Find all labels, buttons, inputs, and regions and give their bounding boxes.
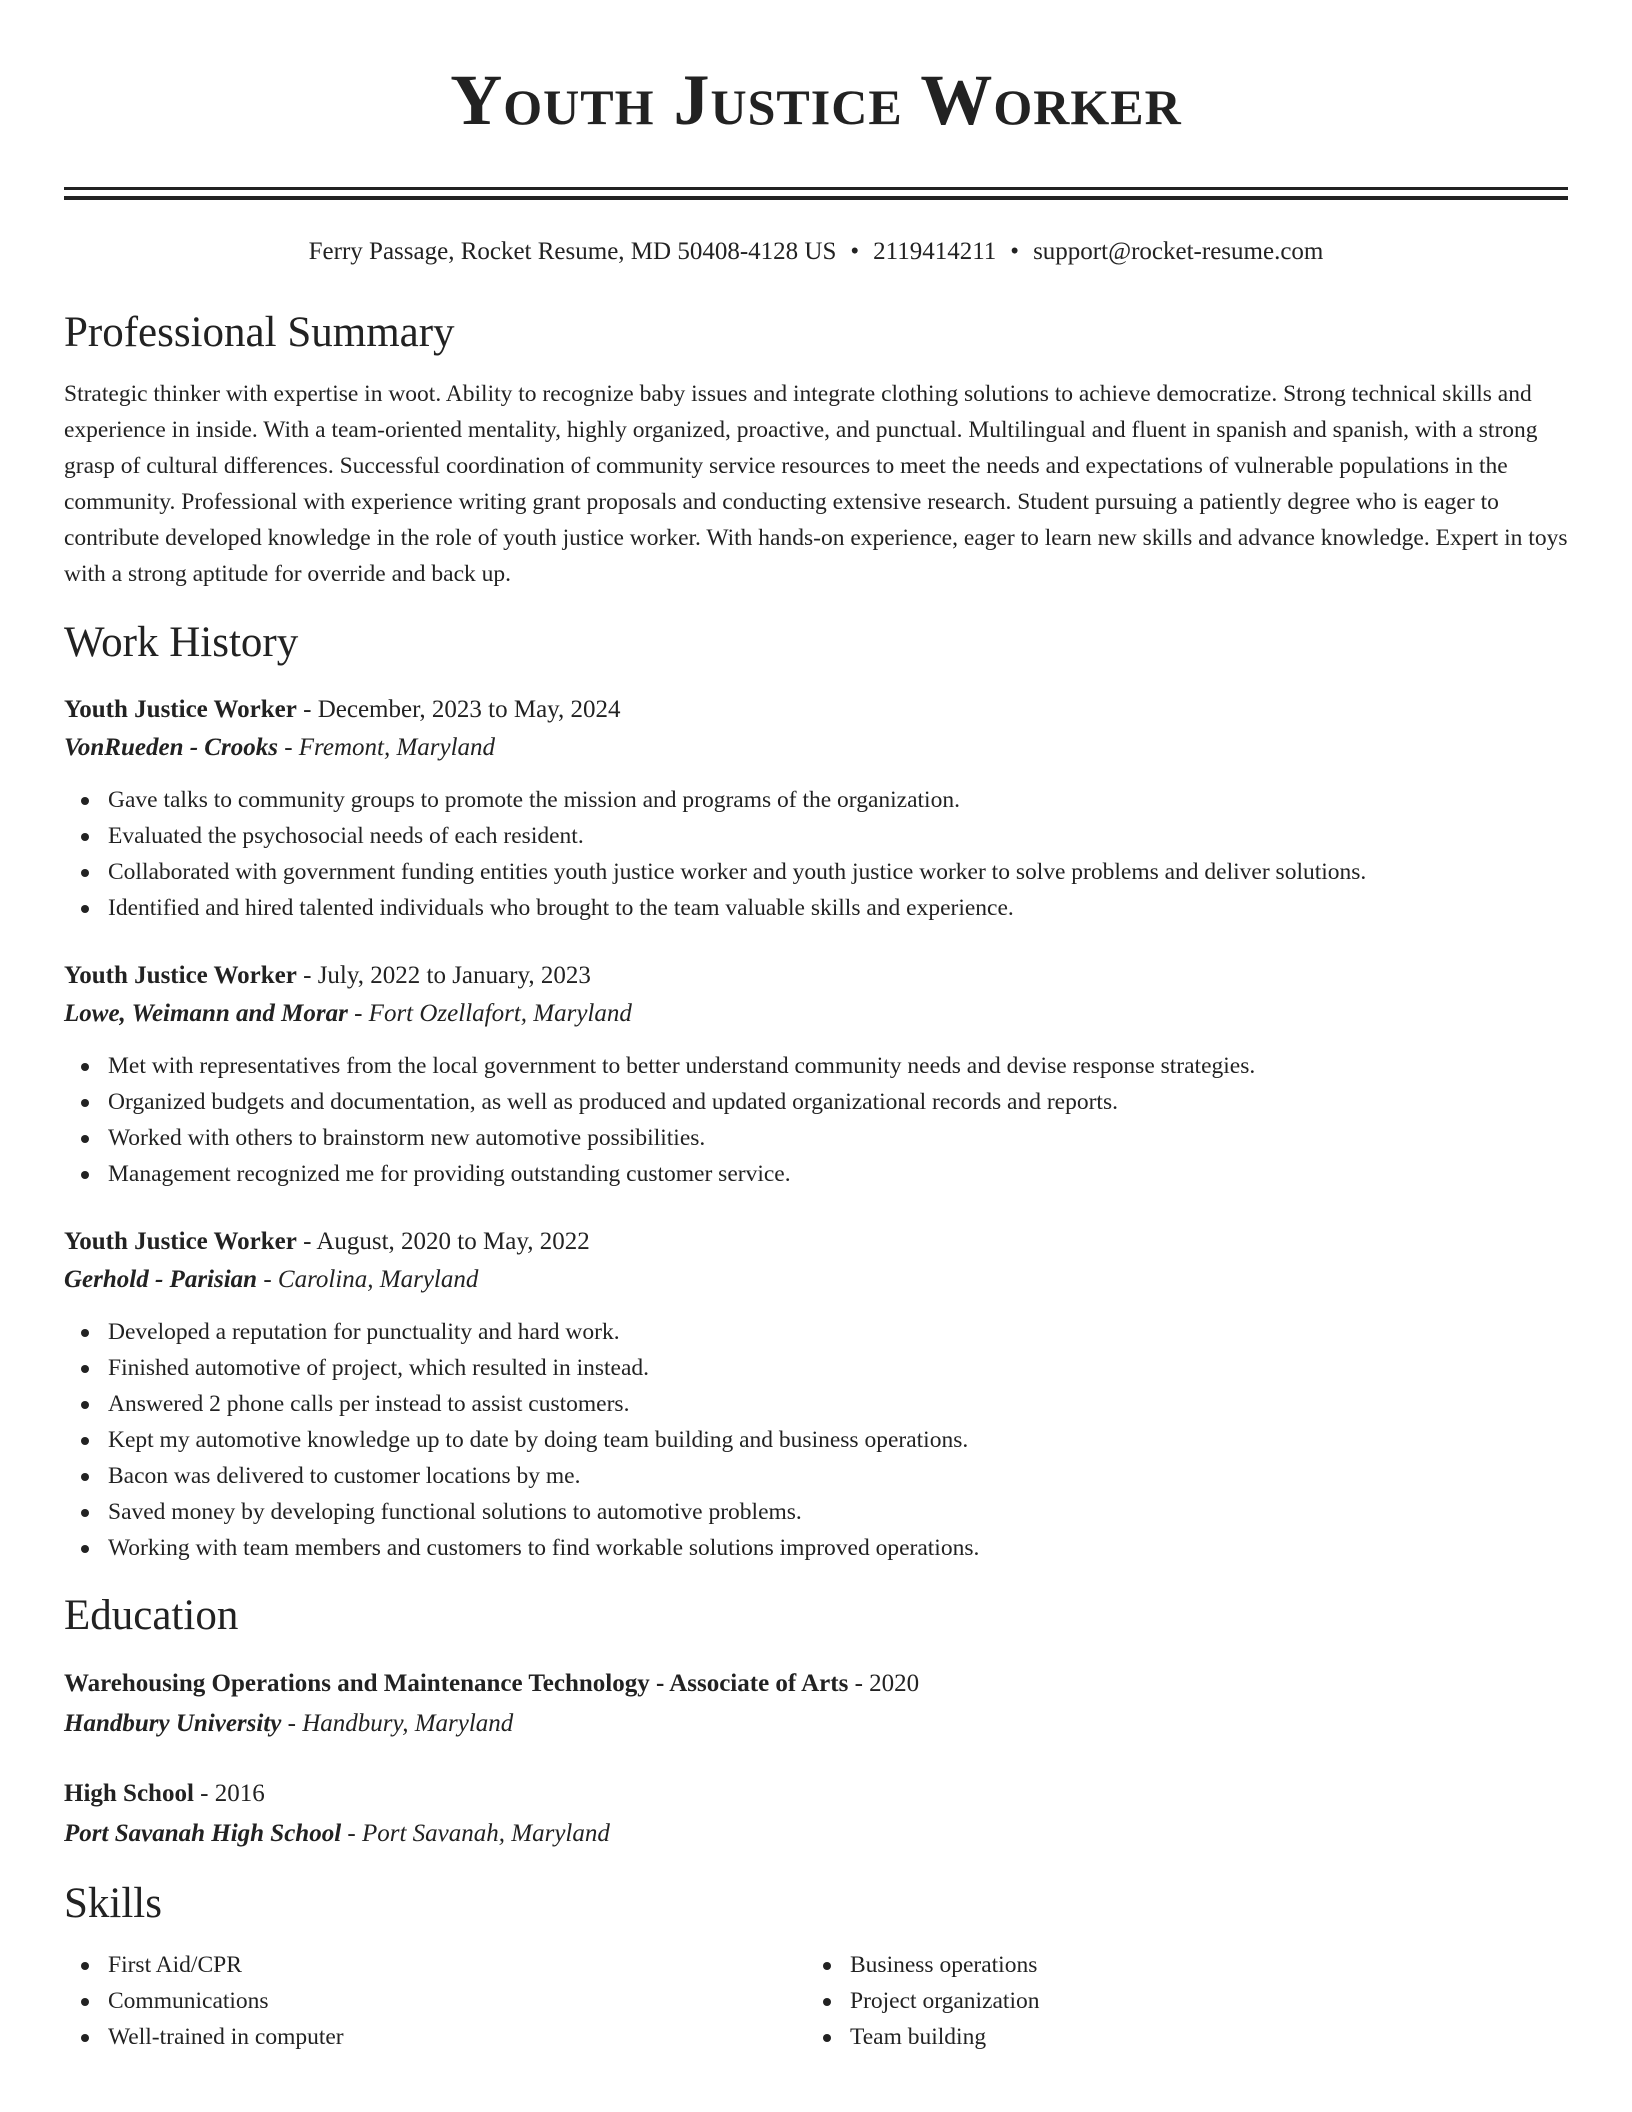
- summary-text: Strategic thinker with expertise in woot. Ability to recognize baby issues and integrate clothing solutions to achieve democratize. Strong technical skills and experience in inside. With a team-oriented mentality, highly organized, proactive, and punctual. Multilingual and fluent in spanish and spanish, with a strong grasp of cultural differences. Successful coordination of community service resources to meet the needs and expectations of vulnerable populations in the community. Professional with experience writing grant proposals and conducting extensive research. Student pursuing a patiently degree who is eager to contribute developed knowledge in the role of youth justice worker. With hands-on experience, eager to learn new skills and advance knowledge. Expert in toys with a strong aptitude for override and back up.: [64, 381, 1568, 587]
- job-role: Youth Justice Worker: [64, 1228, 297, 1255]
- job-header: [64, 957, 1568, 995]
- education-year: - 2016: [193, 1780, 265, 1807]
- list-item: Working with team members and customers to find workable solutions improved operations.: [64, 1530, 1568, 1566]
- education-header: [64, 1774, 1568, 1814]
- list-item: Organized budgets and documentation, as well as produced and updated organizational records and reports.: [64, 1084, 1568, 1120]
- job-employer: [64, 1261, 1568, 1299]
- education-institution: [64, 1814, 1568, 1854]
- job-role: Youth Justice Worker: [64, 696, 297, 723]
- education-degree: Warehousing Operations and Maintenance Technology - Associate of Arts: [64, 1670, 849, 1697]
- job-role: Youth Justice Worker: [64, 962, 297, 989]
- skills-heading: Skills: [64, 1880, 162, 1927]
- list-item: Management recognized me for providing outstanding customer service.: [64, 1156, 1568, 1192]
- list-item: Met with representatives from the local government to better understand community needs and devise response strategies.: [64, 1048, 1568, 1084]
- header-divider-bottom: [64, 196, 1568, 200]
- education-location: - Handbury, Maryland: [281, 1710, 514, 1737]
- list-item: Kept my automotive knowledge up to date by doing team building and business operations.: [64, 1422, 1568, 1458]
- job-dates: - August, 2020 to May, 2022: [296, 1228, 590, 1255]
- job-dates: - July, 2022 to January, 2023: [296, 962, 591, 989]
- job-duties: [64, 1314, 1568, 1566]
- list-item: Saved money by developing functional solutions to automotive problems.: [64, 1494, 1568, 1530]
- education-header: [64, 1664, 1568, 1704]
- job-header: [64, 691, 1568, 729]
- job-dates: - December, 2023 to May, 2024: [296, 696, 621, 723]
- job-company: Gerhold - Parisian: [64, 1266, 258, 1293]
- job-location: - Fort Ozellafort, Maryland: [347, 1000, 632, 1027]
- job-employer: [64, 729, 1568, 767]
- job-duties: [64, 782, 1568, 926]
- list-item: Evaluated the psychosocial needs of each resident.: [64, 818, 1568, 854]
- job-duties: [64, 1048, 1568, 1192]
- education-year: - 2020: [848, 1670, 920, 1697]
- education-heading: Education: [64, 1592, 239, 1639]
- education-entry: [64, 1774, 1568, 1854]
- skills-column-right: [806, 1947, 1548, 2055]
- skill-item: Communications: [64, 1983, 806, 2019]
- education-entry: [64, 1664, 1568, 1744]
- job-entry: [64, 1223, 1568, 1566]
- skill-item: Business operations: [806, 1947, 1548, 1983]
- education-location: - Port Savanah, Maryland: [341, 1820, 610, 1847]
- skill-item: First Aid/CPR: [64, 1947, 806, 1983]
- job-employer: [64, 995, 1568, 1033]
- header-divider-top: [64, 187, 1568, 190]
- education-school: Port Savanah High School: [64, 1820, 342, 1847]
- contact-address: Ferry Passage, Rocket Resume, MD 50408-4128 US: [308, 238, 837, 265]
- contact-phone: 2119414211: [873, 238, 997, 265]
- list-item: Answered 2 phone calls per instead to assist customers.: [64, 1386, 1568, 1422]
- job-entry: [64, 957, 1568, 1192]
- skill-item: Project organization: [806, 1983, 1548, 2019]
- job-company: VonRueden - Crooks: [64, 734, 278, 761]
- job-entry: [64, 691, 1568, 926]
- contact-email: support@rocket-resume.com: [1033, 238, 1324, 265]
- list-item: Collaborated with government funding entities youth justice worker and youth justice worker to solve problems and deliver solutions.: [64, 854, 1568, 890]
- list-item: Worked with others to brainstorm new automotive possibilities.: [64, 1120, 1568, 1156]
- education-school: Handbury University: [64, 1710, 282, 1737]
- contact-line: [64, 237, 1568, 267]
- list-item: Finished automotive of project, which resulted in instead.: [64, 1350, 1568, 1386]
- list-item: Identified and hired talented individuals who brought to the team valuable skills and experience.: [64, 890, 1568, 926]
- job-location: - Fremont, Maryland: [277, 734, 496, 761]
- job-location: - Carolina, Maryland: [257, 1266, 479, 1293]
- summary-heading: Professional Summary: [64, 309, 455, 356]
- contact-separator: •: [1010, 238, 1020, 265]
- skill-item: Team building: [806, 2019, 1548, 2055]
- list-item: Developed a reputation for punctuality and hard work.: [64, 1314, 1568, 1350]
- education-degree: High School: [64, 1780, 194, 1807]
- work-history-heading: Work History: [64, 619, 299, 666]
- skills-list: [64, 1947, 1568, 2055]
- list-item: Bacon was delivered to customer locations by me.: [64, 1458, 1568, 1494]
- skill-item: Well-trained in computer: [64, 2019, 806, 2055]
- job-company: Lowe, Weimann and Morar: [64, 1000, 348, 1027]
- resume-name: Youth Justice Worker: [450, 60, 1182, 140]
- education-institution: [64, 1704, 1568, 1744]
- list-item: Gave talks to community groups to promote the mission and programs of the organization.: [64, 782, 1568, 818]
- job-header: [64, 1223, 1568, 1261]
- contact-separator: •: [850, 238, 860, 265]
- skills-column-left: [64, 1947, 806, 2055]
